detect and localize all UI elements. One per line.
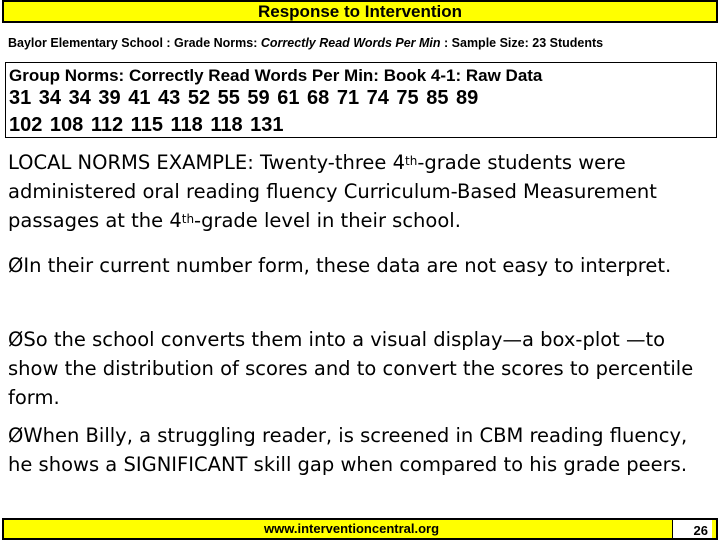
subtitle-italic: Correctly Read Words Per Min <box>260 36 441 50</box>
header-title: Response to Intervention <box>257 2 463 21</box>
raw-data-heading: Group Norms: Correctly Read Words Per Min: Book 4-1: Raw Data <box>9 66 543 85</box>
raw-data-row-2: 102 108 112 115 118 118 131 <box>9 114 284 136</box>
page-number: 26 <box>672 520 712 538</box>
subtitle-suffix: : Sample Size: 23 Students <box>440 36 604 50</box>
header-title-bar <box>2 0 718 23</box>
subtitle-prefix: Baylor Elementary School : Grade Norms: <box>8 36 261 50</box>
p1-sup-1: th <box>405 154 418 168</box>
p1-part-b: -grade students were administered oral reading fluency Curriculum-Based Measurement passages at the 4 <box>8 151 657 232</box>
arrow-bullet-icon: Ø <box>8 328 24 351</box>
bullet-text-1: In their current number form, these data are not easy to interpret. <box>23 254 672 277</box>
bullet-text-3: When Billy, a struggling reader, is screened in CBM reading fluency, he shows a SIGNIFICANT skill gap when compared to his grade peers. <box>8 424 688 476</box>
subtitle <box>8 36 603 50</box>
bullet-paragraph-2 <box>8 325 713 412</box>
p1-sup-2: th <box>181 212 195 226</box>
footer-bar <box>2 518 718 540</box>
bullet-text-2: So the school converts them into a visual display—a box-plot —to show the distribution of scores and to convert the scores to percentile form. <box>8 328 694 409</box>
arrow-bullet-icon: Ø <box>8 254 24 277</box>
bullet-paragraph-1 <box>8 251 713 280</box>
p1-part-a: LOCAL NORMS EXAMPLE: Twenty-three 4 <box>8 151 406 174</box>
raw-data-box <box>5 62 717 138</box>
bullet-paragraph-3 <box>8 421 713 479</box>
local-norms-paragraph <box>8 148 713 235</box>
arrow-bullet-icon: Ø <box>8 424 24 447</box>
raw-data-row-1: 31 34 34 39 41 43 52 55 59 61 68 71 74 75 85 89 <box>9 87 479 109</box>
p1-part-c: -grade level in their school. <box>194 209 461 232</box>
footer-url[interactable]: www.interventioncentral.org <box>264 521 440 536</box>
